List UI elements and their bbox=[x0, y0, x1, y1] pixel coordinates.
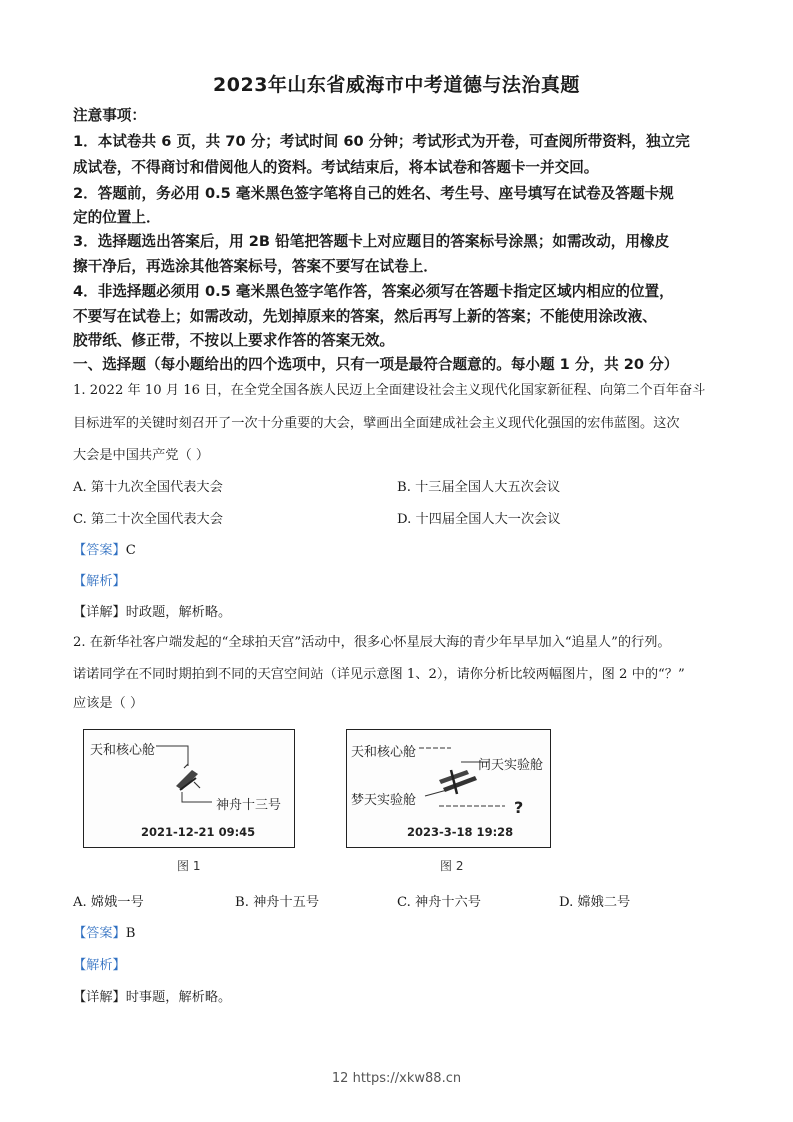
answer-value: C bbox=[125, 543, 136, 558]
notice-line: 4．非选择题必须用 0.5 毫米黑色签字笔作答，答案必须写在答题卡指定区域内相应的位置， bbox=[73, 283, 674, 300]
notice-line: 2．答题前，务必用 0.5 毫米黑色签字笔将自己的姓名、考生号、座号填写在试卷及答题卡规 bbox=[73, 185, 674, 202]
label-wentian-lab: 问天实验舱 bbox=[478, 758, 544, 773]
question-2-text: 应该是（ ） bbox=[73, 696, 144, 711]
notice-line: 不要写在试卷上；如需改动，先划掉原来的答案，然后再写上新的答案；不能使用涂改液、 bbox=[73, 308, 657, 325]
analysis-tag: 【解析】 bbox=[73, 574, 126, 589]
label-tianhe-core: 天和核心舱 bbox=[90, 743, 156, 758]
answer-tag: 【答案】 bbox=[73, 926, 126, 941]
notice-line: 1．本试卷共 6 页，共 70 分；考试时间 60 分钟；考试形式为开卷，可查阅所带资料，独立完 bbox=[73, 133, 690, 150]
figure-2-caption: 图 2 bbox=[440, 859, 464, 873]
question-1-text: 大会是中国共产党（ ） bbox=[73, 448, 210, 463]
detail-tag: 【详解】 bbox=[73, 605, 126, 620]
q1-option-b: B. 十三届全国人大五次会议 bbox=[397, 480, 561, 495]
notice-line: 3．选择题选出答案后，用 2B 铅笔把答题卡上对应题目的答案标号涂黑；如需改动，用橡皮 bbox=[73, 233, 670, 250]
q1-option-d: D. 十四届全国人大一次会议 bbox=[397, 512, 561, 527]
figure-1-caption: 图 1 bbox=[177, 859, 201, 873]
page-footer: 12 https://xkw88.cn bbox=[331, 1071, 462, 1086]
analysis-tag: 【解析】 bbox=[73, 958, 126, 973]
question-2-text: 诺诺同学在不同时期拍到不同的天宫空间站（详见示意图 1、2），请你分析比较两幅图片，图 2 中的“？” bbox=[73, 667, 685, 682]
section-heading: 一、选择题（每小题给出的四个选项中，只有一项是最符合题意的。每小题 1 分，共 20 分） bbox=[73, 356, 679, 373]
photo-timestamp: 2023-3-18 19:28 bbox=[407, 825, 514, 839]
label-shenzhou-13: 神舟十三号 bbox=[216, 798, 282, 813]
detail-text: 时政题，解析略。 bbox=[125, 605, 232, 620]
q2-option-d: D. 嫦娥二号 bbox=[559, 895, 631, 910]
answer-tag: 【答案】 bbox=[73, 543, 126, 558]
photo-timestamp: 2021-12-21 09:45 bbox=[141, 825, 256, 839]
q1-detail bbox=[73, 601, 231, 620]
q1-option-a: A. 第十九次全国代表大会 bbox=[73, 480, 223, 495]
answer-value: B bbox=[125, 926, 136, 941]
notice-line: 胶带纸、修正带，不按以上要求作答的答案无效。 bbox=[73, 332, 395, 349]
q2-analysis bbox=[73, 954, 126, 973]
question-mark: ? bbox=[514, 798, 524, 817]
question-1-text: 目标进军的关键时刻召开了一次十分重要的大会，擘画出全面建成社会主义现代化强国的宏伟蓝图。这次 bbox=[73, 416, 680, 431]
figure-1 bbox=[83, 729, 295, 848]
notice-line: 成试卷，不得商讨和借阅他人的资料。考试结束后，将本试卷和答题卡一并交回。 bbox=[73, 159, 599, 176]
label-tianhe-core: 天和核心舱 bbox=[351, 745, 417, 760]
q2-option-c: C. 神舟十六号 bbox=[397, 895, 481, 910]
q1-analysis bbox=[73, 570, 126, 589]
figure-2 bbox=[346, 729, 551, 848]
q2-option-a: A. 嫦娥一号 bbox=[73, 895, 144, 910]
detail-tag: 【详解】 bbox=[73, 990, 126, 1005]
notice-line: 擦干净后，再选涂其他答案标号，答案不要写在试卷上． bbox=[73, 258, 438, 275]
notice-line: 定的位置上． bbox=[73, 209, 161, 226]
question-2-text: 2. 在新华社客户端发起的“全球拍天宫”活动中，很多心怀星辰大海的青少年早早加入“追星人”的行列。 bbox=[73, 635, 671, 650]
q2-answer bbox=[73, 922, 135, 941]
label-mengtian-lab: 梦天实验舱 bbox=[351, 793, 417, 808]
q2-detail bbox=[73, 986, 231, 1005]
q1-answer bbox=[73, 539, 136, 558]
detail-text: 时事题，解析略。 bbox=[125, 990, 232, 1005]
page-title: 2023年山东省威海市中考道德与法治真题 bbox=[213, 74, 580, 96]
question-1-text: 1. 2022 年 10 月 16 日，在全党全国各族人民迈上全面建设社会主义现代化国家新征程、向第二个百年奋斗 bbox=[73, 383, 706, 398]
notice-heading: 注意事项： bbox=[73, 107, 146, 124]
q1-option-c: C. 第二十次全国代表大会 bbox=[73, 512, 223, 527]
q2-option-b: B. 神舟十五号 bbox=[235, 895, 320, 910]
